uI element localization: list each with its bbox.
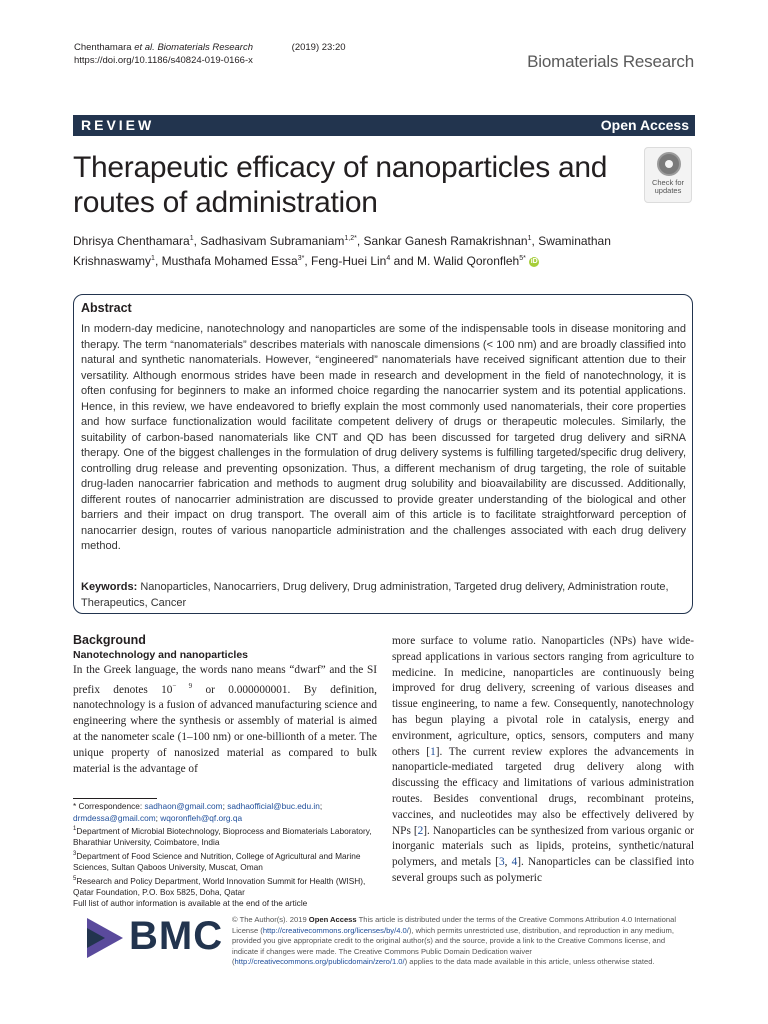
author-name[interactable]: Swaminathan Krishnaswamy	[73, 234, 611, 268]
affiliation-number: 3	[73, 850, 77, 857]
keywords	[81, 580, 686, 611]
article-type-banner	[73, 115, 695, 136]
author-name[interactable]: Sankar Ganesh Ramakrishnan	[363, 234, 528, 248]
full-author-info-note: Full list of author information is available at the end of the article	[73, 898, 308, 909]
subsection-heading: Nanotechnology and nanoparticles	[73, 649, 249, 661]
correspondence	[73, 801, 377, 824]
open-access-label: Open Access	[600, 117, 689, 133]
correspondence-label: * Correspondence:	[73, 801, 145, 811]
citation-link[interactable]: 4	[511, 856, 518, 869]
author-name[interactable]: Sadhasivam Subramaniam	[200, 234, 345, 248]
author-name[interactable]: Feng-Huei Lin	[310, 254, 387, 268]
text-run: This article is distributed under the terms of the Creative Commons Attribution 4.0 International License (	[232, 915, 677, 935]
check-updates-label: Check for updates	[651, 178, 685, 195]
footnote-divider	[73, 798, 157, 799]
author-affiliation: 4	[386, 255, 391, 262]
orcid-icon[interactable]: iD	[530, 257, 538, 265]
abstract-text: In modern-day medicine, nanotechnology and nanoparticles are some of the indispensable tools in disease monitoring and therapy. The term “nanomaterials” describes materials with nanoscale dimensions (< 100 nm) and are broadly classified into natural and synthetic nanomaterials. However, “engineered” nanomaterials have received significant attention due to their versatility. Although enormous strides have been made in research and development in the field of nanotechnology, it is often confusing for beginners to make an informed choice regarding the nanocarrier system and its potential applications. Hence, in this review, we have endeavored to briefly explain the most commonly used nanomaterials, their core properties and how surface functionalization would facilitate competent delivery of drugs or therapeutic molecules. Similarly, the suitability of carbon-based nanomaterials like CNT and QD has been discussed for targeted drug delivery and siRNA therapy. One of the biggest challenges in the formulation of drug delivery systems is fulfilling targeted/specific drug delivery, controlling drug release and preventing opsonization. Thus, a different mechanism of drug targeting, the role of suitable drug-laden nanocarrier fabrication and methods to augment drug solubility and bioavailability are discussed. Additionally, different routes of nanocarrier administration are discussed to provide greater understanding of the biological and other barriers and their impact on drug transport. The overall aim of this article is to facilitate straightforward perception of nanocarrier design, routes of various nanoparticle administration and the challenges associated with each drug delivery method.	[81, 323, 686, 552]
email-link[interactable]: drmdessa@gmail.com	[73, 812, 156, 823]
author-affiliation: 5*	[519, 255, 526, 262]
affiliation-text: Research and Policy Department, World Innovation Summit for Health (WISH), Qatar Foundation, P.O. Box 5825, Doha, Qatar	[73, 875, 366, 897]
article-title: Therapeutic efficacy of nanoparticles and routes of administration	[73, 151, 608, 219]
text-run: ), which permits unrestricted use, distribution, and reproduction in any medium, provided you give appropriate credit to the original author(s) and the source, provide a link to the Creative Commons license, and indicate if changes were made. The Creative Commons Public Domain Dedication waiver (	[232, 925, 674, 966]
citation-journal: et al. Biomaterials Research	[134, 42, 254, 53]
author-affiliation: 1,2*	[344, 235, 357, 242]
text-run: or 0.000000001. By definition, nanotechnology is a fusion of advanced manufacturing science and engineering where the synthesis or assembly of material is aimed at the nanometer scale (1–100 nm) or one-billionth of a meter. The unique property of nanosized material as compared to bulk material is the advantage of	[73, 683, 377, 775]
citation-authors: Chenthamara	[74, 42, 132, 53]
text-run: ]. Nanoparticles can be classified into several groups such as polymeric	[392, 856, 694, 884]
author-affiliation: 1	[527, 235, 532, 242]
license-link[interactable]: http://creativecommons.org/licenses/by/4.0/	[262, 925, 409, 935]
text-run: ]. The current review explores the advancements in nanoparticle-mediated targeted drug delivery along with discussing the efficacy and limitations of various administration routes. Besides conventional drugs, recombinant proteins, vaccines, and nucleotides may also be effectively delivered by NPs [	[392, 745, 694, 837]
article-type-label: REVIEW	[81, 117, 155, 133]
author-affiliation: 3*	[297, 255, 305, 262]
email-link[interactable]: sadhaofficial@buc.edu.in	[227, 801, 320, 811]
text-run: ;	[155, 812, 161, 823]
text-run: ;	[319, 801, 323, 811]
check-for-updates-button[interactable]	[644, 147, 692, 203]
author-affiliation: 1	[189, 235, 194, 242]
keywords-list: Nanoparticles, Nanocarriers, Drug delivery, Drug administration, Targeted drug delivery, Administration route, Therapeutics, Cancer	[81, 581, 669, 609]
text-run: more surface to volume ratio. Nanoparticles (NPs) have wide-spread applications in various sectors ranging from agriculture to medicine. In medicine, nanoparticles are continuously being improved for drug delivery, screening of various diseases and tissue engineering, to name a few. Consequently, nanotechnology has begun playing a pivotal role in catalysis, energy and environment, agriculture, optics, sensors, computers and many others [	[392, 635, 694, 758]
author-name[interactable]: Dhrisya Chenthamara	[73, 234, 190, 248]
body-paragraph-left	[73, 663, 377, 777]
license-text	[232, 915, 692, 968]
doi-link[interactable]: https://doi.org/10.1186/s40824-019-0166-x	[74, 55, 253, 66]
authors-and: and	[390, 254, 417, 268]
section-heading: Background	[73, 633, 146, 647]
affiliation	[73, 824, 377, 849]
text-run: In the Greek language, the words nano means “dwarf” and the SI prefix denotes 10	[73, 664, 377, 696]
running-header	[74, 41, 346, 67]
author-list: Dhrisya Chenthamara$^1$, Sadhasivam Subramaniam$^{1,2*}$, Sankar Ganesh Ramakrishnan$^1$, Swaminathan Krishnaswamy$^1$, Musthafa Mohamed Essa$^{3*}$, Feng-Huei Lin$^4$ and M. Walid Qoronfleh$^{5*}$ iD	[73, 234, 611, 268]
body-left-column	[73, 633, 377, 777]
citation-link[interactable]: 3	[498, 856, 505, 869]
author-affiliation: 1	[151, 255, 155, 262]
text-run: ,	[504, 856, 512, 869]
open-access-label: Open Access	[308, 915, 357, 924]
crossmark-icon	[657, 152, 681, 176]
affiliation-text: Department of Food Science and Nutrition, College of Agricultural and Marine Sciences, Sultan Qaboos University, Muscat, Oman	[73, 850, 361, 873]
email-link[interactable]: wqoronfleh@qf.org.qa	[160, 812, 243, 823]
affiliation-text: Department of Microbial Biotechnology, Bioprocess and Biomaterials Laboratory, Bharathiar University, Coimbatore, India	[73, 825, 372, 848]
body-right-column	[392, 634, 694, 887]
text-run: ;	[222, 801, 228, 811]
affiliation-number: 1	[73, 826, 77, 832]
body-paragraph-right	[392, 634, 694, 887]
text-run: © The Author(s). 2019	[232, 915, 309, 924]
text-run: ]. Nanoparticles can be synthesized from various organic or inorganic materials such as lipids, proteins, synthetic/natural polymers, and metals [	[392, 824, 694, 869]
bmc-mark-icon	[87, 918, 123, 958]
footnotes	[73, 801, 377, 910]
abstract-heading: Abstract	[81, 301, 132, 315]
author-name[interactable]: Musthafa Mohamed Essa	[161, 254, 298, 268]
bmc-logo	[73, 912, 224, 964]
citation-link[interactable]: 2	[417, 824, 424, 837]
email-link[interactable]: sadhaon@gmail.com	[144, 801, 223, 811]
bmc-wordmark: BMC	[129, 914, 224, 958]
journal-name: Biomaterials Research	[527, 52, 694, 71]
affiliation-number: 5	[73, 875, 77, 882]
author-name[interactable]: M. Walid Qoronfleh	[416, 254, 520, 268]
waiver-link[interactable]: http://creativecommons.org/publicdomain/zero/1.0/	[234, 957, 405, 966]
text-run: ) applies to the data made available in this article, unless otherwise stated.	[404, 957, 655, 966]
affiliation	[73, 874, 377, 899]
citation-link[interactable]: 1	[430, 745, 436, 758]
keywords-label: Keywords:	[81, 581, 138, 593]
citation-year: (2019) 23:20	[291, 42, 346, 53]
exponent: − 9	[172, 681, 193, 690]
affiliation	[73, 849, 377, 874]
